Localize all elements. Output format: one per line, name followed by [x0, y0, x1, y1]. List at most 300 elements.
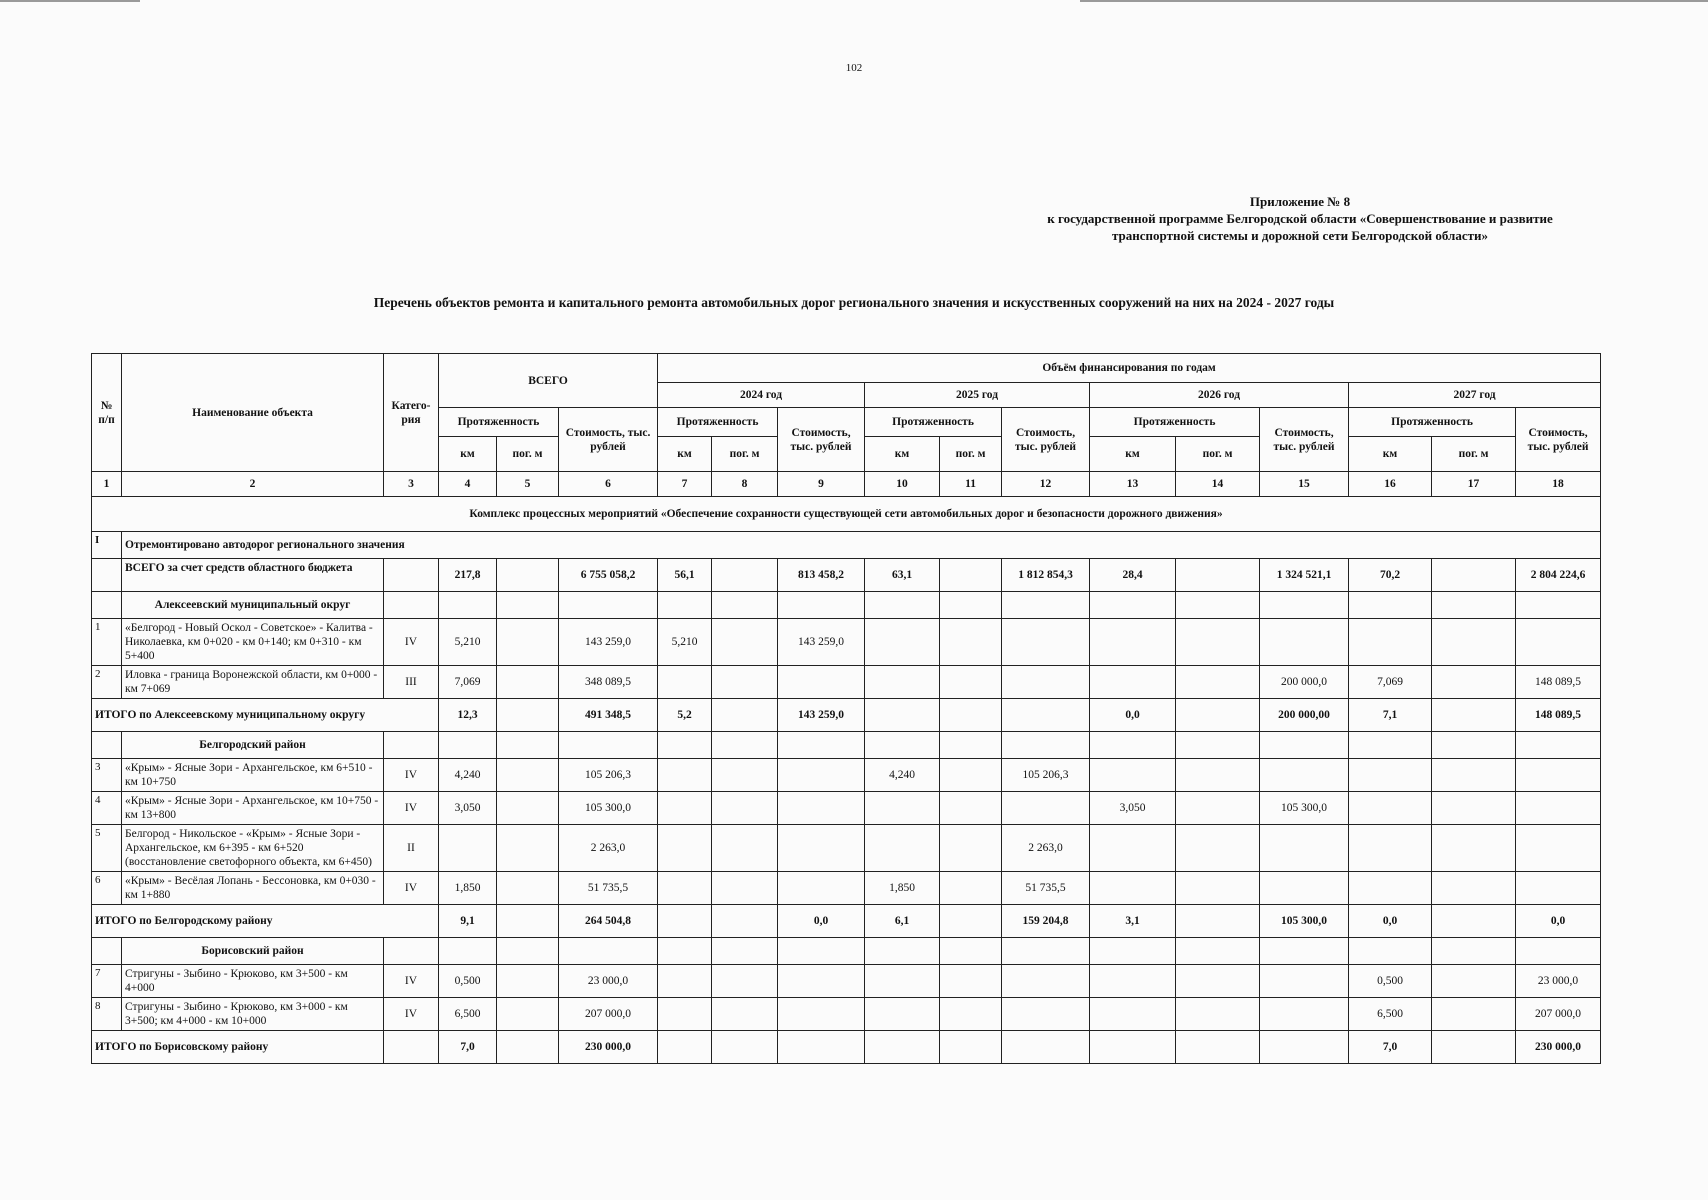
- table-cell: [1090, 732, 1176, 759]
- table-value: [1432, 965, 1516, 998]
- table-cell: [1516, 732, 1601, 759]
- district-total-value: 6,1: [865, 905, 940, 938]
- table-cell: [1432, 938, 1516, 965]
- column-number: 10: [865, 472, 940, 497]
- budget-total-value: 28,4: [1090, 559, 1176, 592]
- table-value: 143 259,0: [559, 619, 658, 666]
- table-value: [1260, 965, 1349, 998]
- table-cell: [658, 732, 712, 759]
- column-number: 16: [1349, 472, 1432, 497]
- district-total-value: [865, 1031, 940, 1064]
- pm-header: пог. м: [497, 437, 559, 472]
- district-total-value: [1002, 699, 1090, 732]
- table-value: [1090, 825, 1176, 872]
- table-value: [712, 825, 778, 872]
- table-value: 143 259,0: [778, 619, 865, 666]
- table-value: 7,069: [1349, 666, 1432, 699]
- district-total-value: [384, 1031, 439, 1064]
- table-cell: [1176, 938, 1260, 965]
- district-total-value: 7,1: [1349, 699, 1432, 732]
- subsection-row: [92, 532, 1601, 559]
- table-cell: [1349, 938, 1432, 965]
- district-total-value: 491 348,5: [559, 699, 658, 732]
- table-value: [1432, 998, 1516, 1031]
- km-header: км: [439, 437, 497, 472]
- district-total-value: 105 300,0: [1260, 905, 1349, 938]
- object-name: Стригуны - Зыбино - Крюково, км 3+000 - км 3+500; км 4+000 - км 10+000: [122, 998, 384, 1031]
- subsection-number: I: [92, 532, 122, 559]
- district-total-value: 264 504,8: [559, 905, 658, 938]
- table-value: [497, 666, 559, 699]
- table-value: [712, 998, 778, 1031]
- table-value: 4,240: [865, 759, 940, 792]
- table-cell: [1090, 938, 1176, 965]
- district-total-label: ИТОГО по Алексеевскому муниципальному округу: [92, 699, 439, 732]
- km-header: км: [1090, 437, 1176, 472]
- district-total-value: [1176, 1031, 1260, 1064]
- appendix-line-1: Приложение № 8: [1249, 194, 1351, 209]
- table-value: 5,210: [658, 619, 712, 666]
- budget-total-value: 1 812 854,3: [1002, 559, 1090, 592]
- table-value: [940, 998, 1002, 1031]
- column-number: 14: [1176, 472, 1260, 497]
- table-value: [778, 792, 865, 825]
- district-total-value: 159 204,8: [1002, 905, 1090, 938]
- table-value: [778, 965, 865, 998]
- table-value: 2 263,0: [559, 825, 658, 872]
- object-name: Иловка - граница Воронежской области, км 0+000 - км 7+069: [122, 666, 384, 699]
- table-value: [1349, 759, 1432, 792]
- page-number: 102: [845, 62, 863, 74]
- category-value: IV: [384, 872, 439, 905]
- table-cell: [439, 732, 497, 759]
- subsection-title: Отремонтировано автодорог регионального значения: [122, 532, 1601, 559]
- year-header-2026: 2026 год: [1090, 383, 1349, 408]
- table-value: 51 735,5: [1002, 872, 1090, 905]
- table-value: 105 300,0: [559, 792, 658, 825]
- length-header: Протяженность: [439, 408, 559, 437]
- budget-total-row: [92, 559, 1601, 592]
- district-total-value: [1432, 1031, 1516, 1064]
- table-cell: [1002, 938, 1090, 965]
- table-value: 6,500: [439, 998, 497, 1031]
- table-value: [1090, 965, 1176, 998]
- col-funding-header: Объём финансирования по годам: [658, 354, 1601, 383]
- table-cell: [439, 938, 497, 965]
- table-value: [497, 965, 559, 998]
- table-value: 51 735,5: [559, 872, 658, 905]
- category-value: III: [384, 666, 439, 699]
- district-total-value: [1260, 1031, 1349, 1064]
- district-total-value: [712, 699, 778, 732]
- table-value: [1090, 998, 1176, 1031]
- column-number: 12: [1002, 472, 1090, 497]
- table-cell: [1090, 592, 1176, 619]
- document-title: Перечень объектов ремонта и капитального ремонта автомобильных дорог регионального значения и искусственных сооружений на них на 2024 - 2027 годы: [373, 295, 1335, 310]
- table-value: [1260, 619, 1349, 666]
- column-number: 1: [92, 472, 122, 497]
- district-total-value: [712, 1031, 778, 1064]
- table-value: 2 263,0: [1002, 825, 1090, 872]
- table-cell: [865, 732, 940, 759]
- table-value: 207 000,0: [559, 998, 658, 1031]
- district-total-value: 0,0: [1349, 905, 1432, 938]
- table-cell: [1432, 732, 1516, 759]
- table-value: 200 000,0: [1260, 666, 1349, 699]
- col-name-header: Наименование объекта: [122, 354, 384, 472]
- table-cell: [497, 592, 559, 619]
- budget-total-value: [1432, 559, 1516, 592]
- object-name: «Крым» - Весёлая Лопань - Бессоновка, км 0+030 - км 1+880: [122, 872, 384, 905]
- table-cell: [92, 592, 122, 619]
- budget-total-value: 1 324 521,1: [1260, 559, 1349, 592]
- table-cell: [1176, 732, 1260, 759]
- scan-edge-left: [0, 0, 140, 2]
- column-number: 4: [439, 472, 497, 497]
- appendix-line-2: к государственной программе Белгородской области «Совершенствование и развитие: [1047, 211, 1553, 226]
- district-total-value: 7,0: [1349, 1031, 1432, 1064]
- pm-header: пог. м: [940, 437, 1002, 472]
- table-value: 7,069: [439, 666, 497, 699]
- table-value: [1349, 872, 1432, 905]
- object-name: «Крым» - Ясные Зори - Архангельское, км 6+510 - км 10+750: [122, 759, 384, 792]
- table-cell: [1002, 592, 1090, 619]
- row-number: 8: [92, 998, 122, 1031]
- km-header: км: [658, 437, 712, 472]
- table-value: [865, 792, 940, 825]
- table-cell: [940, 592, 1002, 619]
- table-value: [940, 792, 1002, 825]
- year-header-2025: 2025 год: [865, 383, 1090, 408]
- table-cell: [559, 592, 658, 619]
- table-cell: [92, 732, 122, 759]
- budget-total-value: 63,1: [865, 559, 940, 592]
- object-name: «Крым» - Ясные Зори - Архангельское, км 10+750 - км 13+800: [122, 792, 384, 825]
- district-total-value: 200 000,00: [1260, 699, 1349, 732]
- district-name: Алексеевский муниципальный округ: [122, 592, 384, 619]
- district-total-value: [865, 699, 940, 732]
- table-cell: [778, 938, 865, 965]
- pm-header: пог. м: [712, 437, 778, 472]
- table-cell: [658, 592, 712, 619]
- cost-header: Стоимость, тыс. рублей: [1260, 408, 1349, 472]
- table-cell: [1260, 938, 1349, 965]
- table-value: [778, 759, 865, 792]
- table-value: [1349, 825, 1432, 872]
- table-value: [712, 792, 778, 825]
- district-total-value: [712, 905, 778, 938]
- table-value: [778, 825, 865, 872]
- table-cell: [712, 732, 778, 759]
- table-value: [865, 965, 940, 998]
- length-header: Протяженность: [1349, 408, 1516, 437]
- table-value: [1432, 872, 1516, 905]
- table-cell: [1260, 592, 1349, 619]
- table-value: [497, 825, 559, 872]
- table-value: [1260, 825, 1349, 872]
- category-value: IV: [384, 792, 439, 825]
- district-total-value: [940, 699, 1002, 732]
- length-header: Протяженность: [1090, 408, 1260, 437]
- table-cell: [92, 938, 122, 965]
- district-total-value: [940, 905, 1002, 938]
- table-value: [865, 998, 940, 1031]
- row-number: 5: [92, 825, 122, 872]
- district-total-value: [658, 905, 712, 938]
- district-total-value: [1432, 905, 1516, 938]
- district-total-value: 148 089,5: [1516, 699, 1601, 732]
- table-cell: [92, 559, 122, 592]
- table-cell: [1516, 592, 1601, 619]
- table-row: [92, 759, 1601, 792]
- table-cell: [1349, 732, 1432, 759]
- table-cell: [497, 938, 559, 965]
- table-value: [1432, 792, 1516, 825]
- table-value: [940, 619, 1002, 666]
- district-total-row: [92, 699, 1601, 732]
- table-value: [1002, 998, 1090, 1031]
- column-number: 6: [559, 472, 658, 497]
- table-value: [712, 759, 778, 792]
- table-cell: [1260, 732, 1349, 759]
- section-title: Комплекс процессных мероприятий «Обеспечение сохранности существующей сети автомобильных дорог и безопасности дорожного движения»: [92, 497, 1601, 532]
- table-value: [1349, 792, 1432, 825]
- length-header: Протяженность: [658, 408, 778, 437]
- table-value: [1516, 872, 1601, 905]
- table-value: [1176, 872, 1260, 905]
- district-total-value: [1176, 699, 1260, 732]
- district-name: Борисовский район: [122, 938, 384, 965]
- table-value: 4,240: [439, 759, 497, 792]
- table-cell: [1432, 592, 1516, 619]
- table-cell: [439, 592, 497, 619]
- table-cell: [658, 938, 712, 965]
- column-number: 7: [658, 472, 712, 497]
- table-value: 1,850: [439, 872, 497, 905]
- district-row: [92, 592, 1601, 619]
- column-number: 13: [1090, 472, 1176, 497]
- table-value: 3,050: [1090, 792, 1176, 825]
- table-value: [1516, 825, 1601, 872]
- column-number: 17: [1432, 472, 1516, 497]
- table-value: [1090, 759, 1176, 792]
- table-row: [92, 792, 1601, 825]
- table-value: 5,210: [439, 619, 497, 666]
- table-value: 148 089,5: [1516, 666, 1601, 699]
- table-row: [92, 666, 1601, 699]
- table-row: [92, 619, 1601, 666]
- table-value: [940, 759, 1002, 792]
- table-value: [1432, 666, 1516, 699]
- table-cell: [940, 938, 1002, 965]
- appendix-line-3: транспортной системы и дорожной сети Белгородской области»: [1112, 228, 1488, 243]
- scan-edge-right: [1080, 0, 1708, 2]
- section-row: [92, 497, 1601, 532]
- table-cell: [559, 938, 658, 965]
- table-value: [1002, 965, 1090, 998]
- table-value: [1432, 619, 1516, 666]
- table-value: [865, 825, 940, 872]
- object-name: Стригуны - Зыбино - Крюково, км 3+500 - км 4+000: [122, 965, 384, 998]
- table-value: [712, 619, 778, 666]
- table-cell: [865, 938, 940, 965]
- table-value: [439, 825, 497, 872]
- district-total-value: 5,2: [658, 699, 712, 732]
- district-row: [92, 938, 1601, 965]
- district-name: Белгородский район: [122, 732, 384, 759]
- table-value: [1090, 619, 1176, 666]
- table-value: [658, 825, 712, 872]
- table-value: 105 300,0: [1260, 792, 1349, 825]
- length-header: Протяженность: [865, 408, 1002, 437]
- pm-header: пог. м: [1432, 437, 1516, 472]
- district-total-value: 230 000,0: [1516, 1031, 1601, 1064]
- table-body: [92, 497, 1601, 1064]
- district-total-value: [497, 905, 559, 938]
- table-value: 1,850: [865, 872, 940, 905]
- km-header: км: [865, 437, 940, 472]
- cost-header: Стоимость, тыс. рублей: [1516, 408, 1601, 472]
- table-cell: [1516, 938, 1601, 965]
- table-value: [1260, 872, 1349, 905]
- district-total-value: [778, 1031, 865, 1064]
- district-total-value: [1432, 699, 1516, 732]
- table-value: [1176, 759, 1260, 792]
- table-value: [497, 792, 559, 825]
- budget-total-value: [497, 559, 559, 592]
- district-total-label: ИТОГО по Борисовскому району: [92, 1031, 384, 1064]
- table-value: [940, 666, 1002, 699]
- table-value: [712, 965, 778, 998]
- table-value: [1002, 792, 1090, 825]
- budget-total-value: 6 755 058,2: [559, 559, 658, 592]
- row-number: 4: [92, 792, 122, 825]
- table-value: 3,050: [439, 792, 497, 825]
- district-total-value: [940, 1031, 1002, 1064]
- table-header: [92, 354, 1601, 497]
- row-number: 2: [92, 666, 122, 699]
- table-value: [497, 872, 559, 905]
- column-number: 8: [712, 472, 778, 497]
- column-number: 2: [122, 472, 384, 497]
- table-value: [1432, 825, 1516, 872]
- table-value: [940, 965, 1002, 998]
- table-value: [1349, 619, 1432, 666]
- table-value: [778, 872, 865, 905]
- table-cell: [384, 938, 439, 965]
- table-value: [658, 965, 712, 998]
- table-value: [658, 792, 712, 825]
- table-cell: [712, 938, 778, 965]
- table-value: 0,500: [1349, 965, 1432, 998]
- table-row: [92, 998, 1601, 1031]
- budget-total-value: [712, 559, 778, 592]
- table-cell: [778, 732, 865, 759]
- table-cell: [384, 732, 439, 759]
- table-value: 348 089,5: [559, 666, 658, 699]
- cost-header: Стоимость, тыс. рублей: [1002, 408, 1090, 472]
- cost-header: Стоимость, тыс. рублей: [559, 408, 658, 472]
- pm-header: пог. м: [1176, 437, 1260, 472]
- table-cell: [559, 732, 658, 759]
- district-total-value: 0,0: [1090, 699, 1176, 732]
- table-value: [865, 619, 940, 666]
- row-number: 7: [92, 965, 122, 998]
- table-row: [92, 965, 1601, 998]
- table-value: [1432, 759, 1516, 792]
- row-number: 6: [92, 872, 122, 905]
- table-value: [658, 872, 712, 905]
- district-total-label: ИТОГО по Белгородскому району: [92, 905, 439, 938]
- column-number: 15: [1260, 472, 1349, 497]
- district-total-value: [497, 699, 559, 732]
- district-total-value: [1176, 905, 1260, 938]
- district-total-value: 230 000,0: [559, 1031, 658, 1064]
- table-value: [1176, 666, 1260, 699]
- district-total-row: [92, 905, 1601, 938]
- table-value: 23 000,0: [1516, 965, 1601, 998]
- budget-total-label: ВСЕГО за счет средств областного бюджета: [122, 559, 384, 592]
- year-header-2024: 2024 год: [658, 383, 865, 408]
- col-category-header: Катего-рия: [384, 354, 439, 472]
- table-cell: [1176, 592, 1260, 619]
- table-value: [497, 619, 559, 666]
- table-value: [1090, 872, 1176, 905]
- table-value: 105 206,3: [1002, 759, 1090, 792]
- district-total-value: 12,3: [439, 699, 497, 732]
- table-value: [1090, 666, 1176, 699]
- table-value: 23 000,0: [559, 965, 658, 998]
- budget-total-value: [384, 559, 439, 592]
- table-cell: [384, 592, 439, 619]
- district-total-value: [497, 1031, 559, 1064]
- table-value: [497, 998, 559, 1031]
- category-value: IV: [384, 619, 439, 666]
- category-value: IV: [384, 965, 439, 998]
- district-total-value: [1002, 1031, 1090, 1064]
- district-total-value: 3,1: [1090, 905, 1176, 938]
- column-number: 18: [1516, 472, 1601, 497]
- table-value: 207 000,0: [1516, 998, 1601, 1031]
- appendix-heading: [960, 193, 1640, 244]
- km-header: км: [1349, 437, 1432, 472]
- object-name: Белгород - Никольское - «Крым» - Ясные Зори - Архангельское, км 6+395 - км 6+520 (восстановление светофорного объекта, км 6+450): [122, 825, 384, 872]
- district-row: [92, 732, 1601, 759]
- object-name: «Белгород - Новый Оскол - Советское» - Калитва - Николаевка, км 0+020 - км 0+140; км 0+310 - км 5+400: [122, 619, 384, 666]
- budget-total-value: 813 458,2: [778, 559, 865, 592]
- table-value: [1516, 619, 1601, 666]
- table-cell: [712, 592, 778, 619]
- budget-total-value: 56,1: [658, 559, 712, 592]
- table-value: 6,500: [1349, 998, 1432, 1031]
- district-total-value: 143 259,0: [778, 699, 865, 732]
- table-value: [1002, 619, 1090, 666]
- category-value: IV: [384, 998, 439, 1031]
- category-value: II: [384, 825, 439, 872]
- roads-table: [91, 353, 1601, 1064]
- year-header-2027: 2027 год: [1349, 383, 1601, 408]
- col-total-header: ВСЕГО: [439, 354, 658, 408]
- district-total-value: 0,0: [1516, 905, 1601, 938]
- district-total-value: 0,0: [778, 905, 865, 938]
- table-value: [1516, 792, 1601, 825]
- column-number: 5: [497, 472, 559, 497]
- table-cell: [1349, 592, 1432, 619]
- table-value: [940, 825, 1002, 872]
- column-number: 3: [384, 472, 439, 497]
- row-number: 3: [92, 759, 122, 792]
- table-value: [1176, 998, 1260, 1031]
